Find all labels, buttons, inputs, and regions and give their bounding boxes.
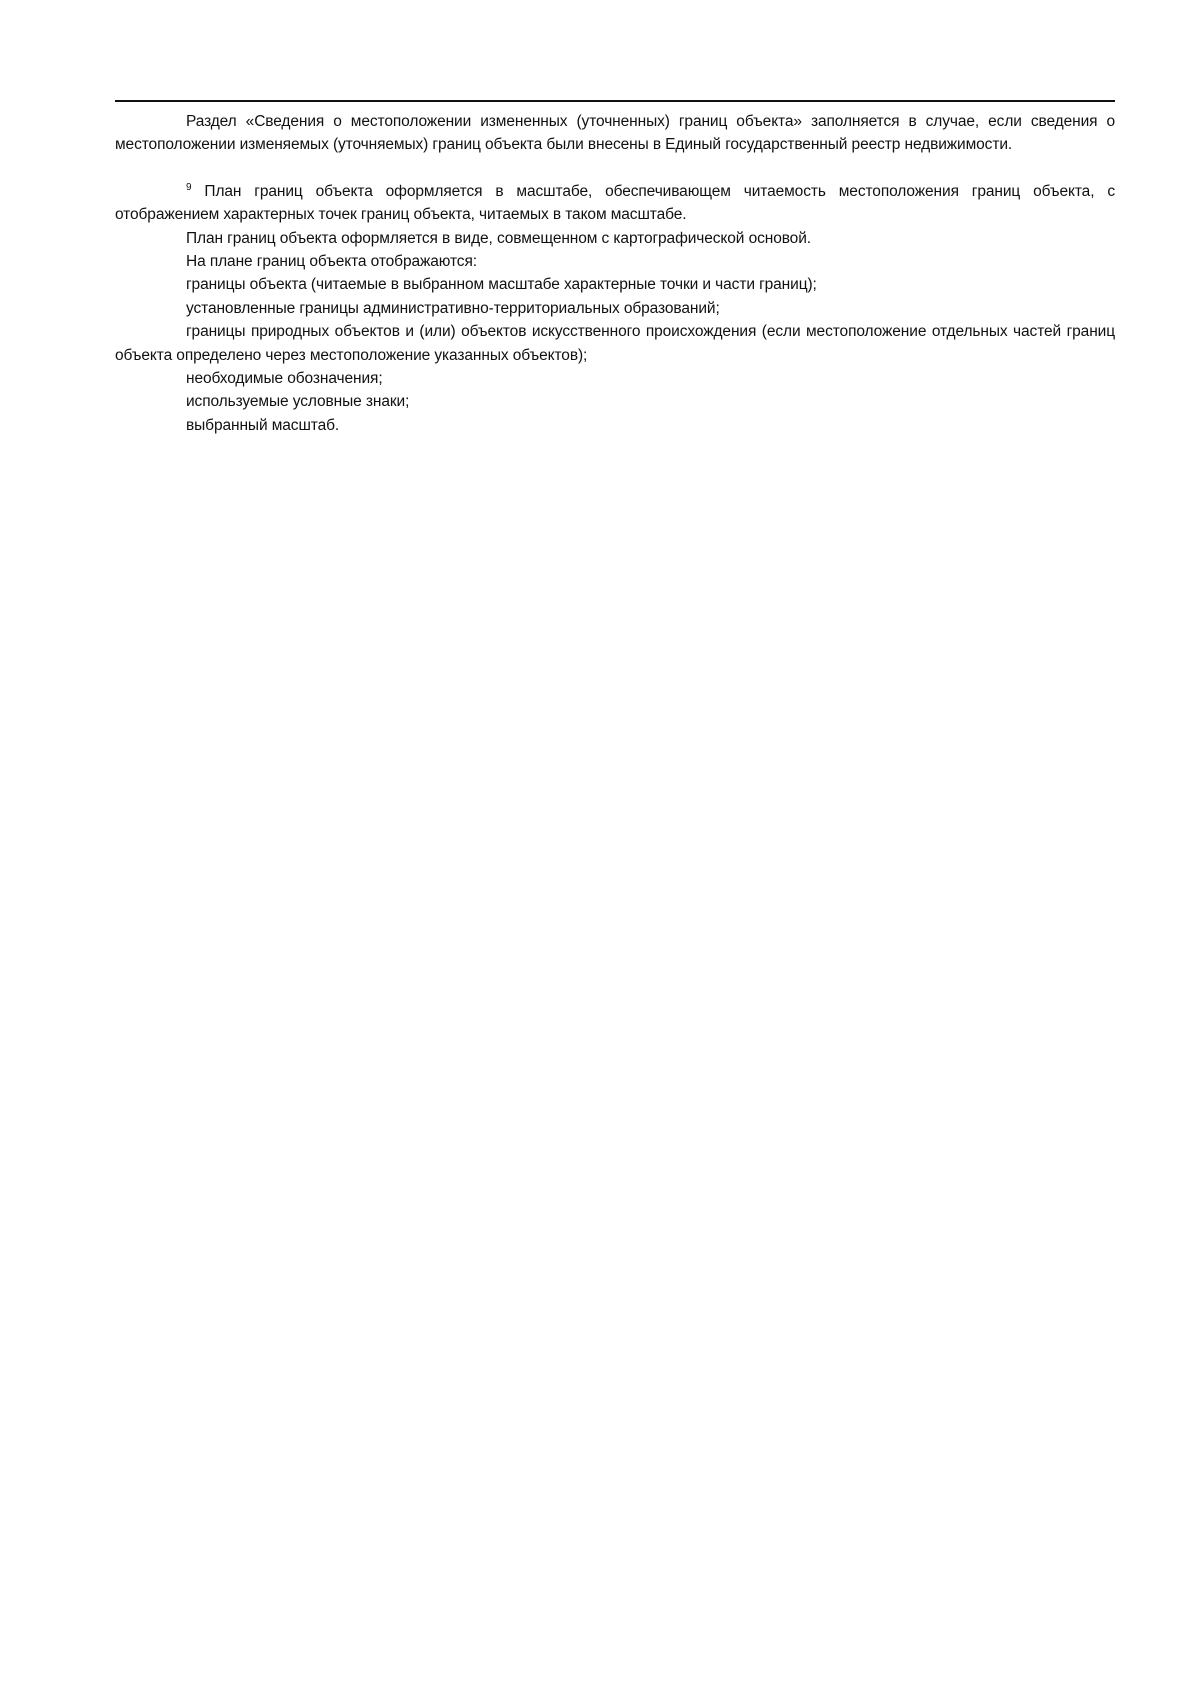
list-item: границы объекта (читаемые в выбранном масштабе характерные точки и части границ); — [186, 276, 817, 294]
footnote-paragraph: План границ объекта оформляется в виде, совмещенном с картографической основой. — [186, 229, 811, 247]
section-note-paragraph: Раздел «Сведения о местоположении измененных (уточненных) границ объекта» заполняется в случае, если сведения о местоположении изменяемых (уточняемых) границ объекта были внесены в Единый государственный реестр недвижимости. — [115, 113, 1115, 154]
list-item: границы природных объектов и (или) объектов искусственного происхождения (если местоположение отдельных частей границ объекта определено через местоположение указанных объектов); — [115, 323, 1115, 364]
footnote-separator-rule — [115, 100, 1115, 102]
document-body — [115, 110, 1115, 437]
list-item: используемые условные знаки; — [186, 393, 410, 411]
footnote-paragraph — [115, 180, 1115, 227]
list-item: необходимые обозначения; — [186, 370, 383, 388]
footnote-paragraph: На плане границ объекта отображаются: — [186, 253, 477, 271]
footnote-text: План границ объекта оформляется в масштабе, обеспечивающем читаемость местоположения границ объекта, с отображением характерных точек границ объекта, читаемых в таком масштабе. — [115, 182, 1115, 224]
footnote-number: 9 — [186, 181, 192, 193]
list-item: выбранный масштаб. — [186, 416, 340, 434]
list-item: установленные границы административно-территориальных образований; — [186, 299, 720, 317]
